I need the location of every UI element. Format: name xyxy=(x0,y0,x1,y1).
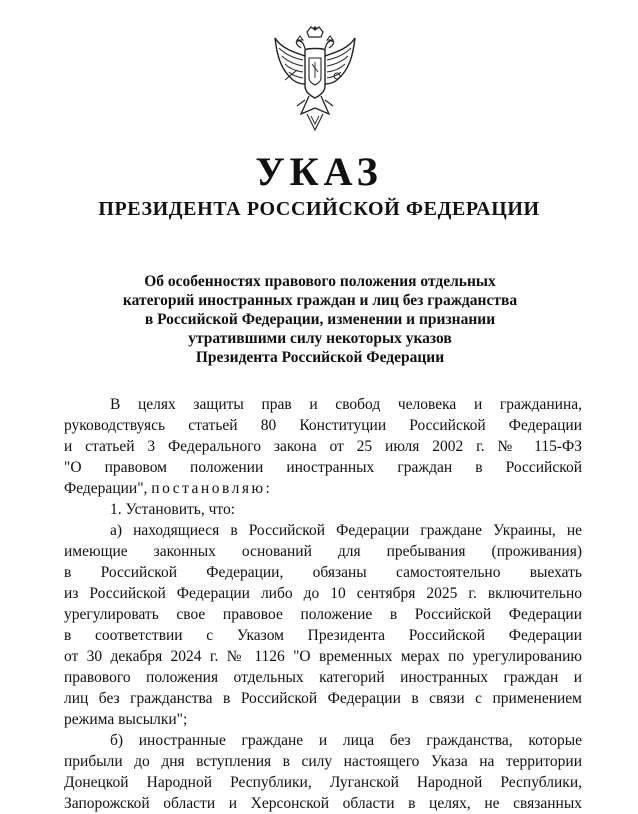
item-b-line: Донецкой Народной Республики, Луганской Народной Республики, xyxy=(64,774,582,791)
decree-subtitle: ПРЕЗИДЕНТА РОССИЙСКОЙ ФЕДЕРАЦИИ xyxy=(98,198,540,220)
preamble-line: В целях защиты прав и свобод человека и гражданина, xyxy=(110,396,582,413)
item-b-line: б) иностранные граждане и лица без гражданства, которые xyxy=(110,732,582,749)
item-b-line: прибыли до дня вступления в силу настоящего Указа на территории xyxy=(64,753,582,770)
heading-line: категорий иностранных граждан и лиц без гражданства xyxy=(122,292,518,309)
item-a-line: режима высылки"; xyxy=(64,711,188,728)
decree-word: постановляю: xyxy=(151,480,273,497)
item-a-line: из Российской Федерации либо до 10 сентября 2025 г. включительно xyxy=(64,585,582,602)
decree-heading xyxy=(60,272,580,367)
preamble-line: и статьей 3 Федерального закона от 25 июля 2002 г. № 115-ФЗ xyxy=(64,438,582,455)
item-a-line: в Российской Федерации, обязаны самостоятельно выехать xyxy=(64,564,582,581)
item-a-line: имеющие законных оснований для пребывания (проживания) xyxy=(64,543,582,560)
decree-body xyxy=(64,394,582,814)
preamble-line: "О правовом положении иностранных граждан в Российской xyxy=(64,459,582,476)
item-a-line: правового положения отдельных категорий иностранных граждан и xyxy=(64,669,582,686)
preamble-line xyxy=(64,478,582,499)
item-b-line: Запорожской области и Херсонской области в целях, не связанных xyxy=(64,795,582,812)
heading-line: утратившими силу некоторых указов xyxy=(188,330,452,347)
heading-line: Об особенностях правового положения отдельных xyxy=(144,273,496,290)
heading-line: в Российской Федерации, изменении и признании xyxy=(144,311,496,328)
preamble-line: руководствуясь статьей 80 Конституции Российской Федерации xyxy=(64,417,582,434)
item-a-line: лиц без гражданства в Российской Федерации в связи с применением xyxy=(64,690,582,707)
item-a-line: урегулировать свое правовое положение в Российской Федерации xyxy=(64,606,582,623)
preamble-end: Федерации", xyxy=(64,480,148,497)
decree-title: УКАЗ xyxy=(255,149,383,194)
russian-coat-of-arms-emblem xyxy=(271,26,359,132)
item-a-line: а) находящиеся в Российской Федерации граждане Украины, не xyxy=(110,522,582,539)
item-1: 1. Установить, что: xyxy=(110,501,236,518)
item-a-line: в соответствии с Указом Президента Российской Федерации xyxy=(64,627,582,644)
heading-line: Президента Российской Федерации xyxy=(195,349,445,366)
item-a-line: от 30 декабря 2024 г. № 1126 "О временных мерах по урегулированию xyxy=(64,648,582,665)
